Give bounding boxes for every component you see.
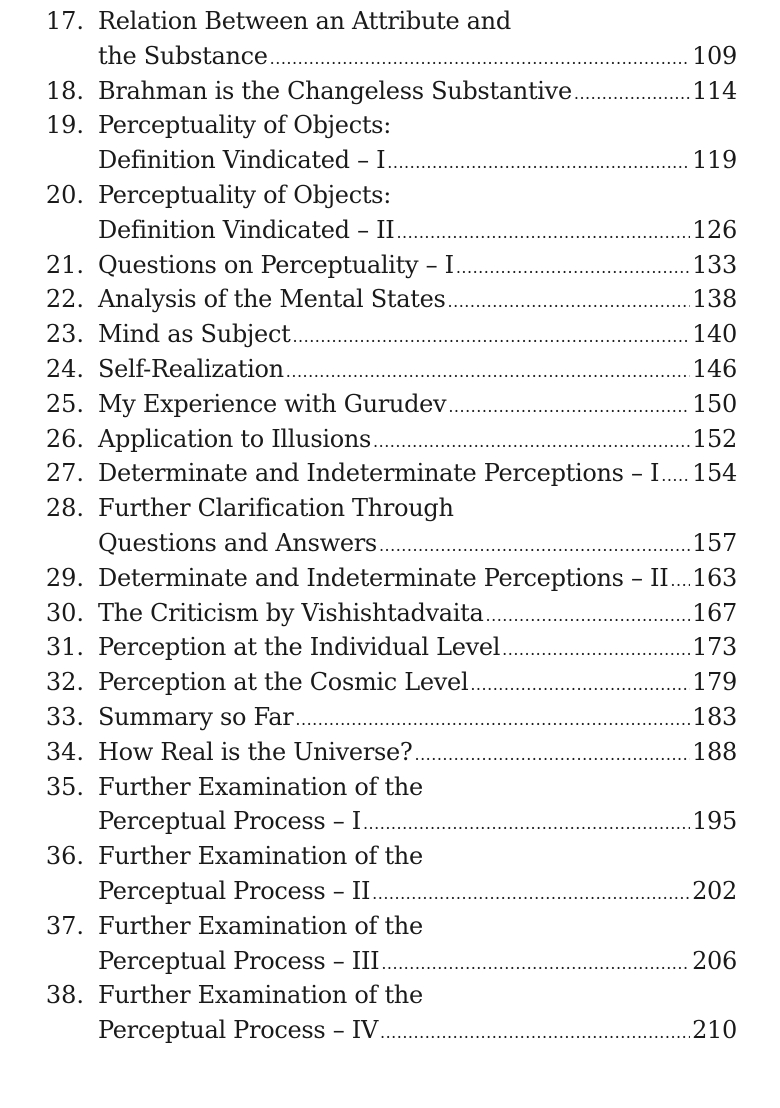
dot-leader xyxy=(502,633,690,668)
chapter-number: 30. xyxy=(45,598,84,627)
toc-entry xyxy=(0,282,780,317)
chapter-title: Questions on Perceptuality – I xyxy=(98,250,454,279)
toc-entry xyxy=(0,596,780,631)
dot-leader xyxy=(574,77,690,112)
dot-leader xyxy=(295,703,690,738)
toc-entry xyxy=(0,74,780,109)
toc-entry xyxy=(0,978,780,1048)
toc-entry xyxy=(0,491,780,561)
toc-entry xyxy=(0,665,780,700)
dot-leader xyxy=(379,529,690,564)
chapter-number: 24. xyxy=(45,354,84,383)
dot-leader xyxy=(396,216,690,251)
toc-entry xyxy=(0,909,780,979)
toc-line xyxy=(98,282,737,317)
chapter-title: Questions and Answers xyxy=(98,528,377,557)
toc-line xyxy=(98,839,737,874)
chapter-title: Perceptual Process – IV xyxy=(98,1016,378,1045)
chapter-title: Perceptual Process – III xyxy=(98,946,380,975)
toc-line xyxy=(98,387,737,422)
page-number: 188 xyxy=(692,737,737,766)
toc-line xyxy=(98,39,737,74)
chapter-title: Perceptual Process – I xyxy=(98,807,361,836)
chapter-number: 26. xyxy=(45,424,84,453)
page-number: 152 xyxy=(692,424,737,453)
page-number: 163 xyxy=(692,563,737,592)
chapter-title: Brahman is the Changeless Substantive xyxy=(98,76,572,105)
dot-leader xyxy=(363,807,690,842)
chapter-title: The Criticism by Vishishtadvaita xyxy=(98,598,484,627)
page-number: 109 xyxy=(692,41,737,70)
chapter-number: 35. xyxy=(45,772,84,801)
dot-leader xyxy=(486,599,691,634)
chapter-title: How Real is the Universe? xyxy=(98,737,413,766)
chapter-title: Relation Between an Attribute and xyxy=(98,7,511,35)
dot-leader xyxy=(292,320,690,355)
toc-entry xyxy=(0,317,780,352)
toc-line xyxy=(98,456,737,491)
page-number: 157 xyxy=(692,528,737,557)
chapter-title: Further Examination of the xyxy=(98,911,423,940)
chapter-title: Perceptual Process – II xyxy=(98,876,371,905)
toc-line xyxy=(98,804,737,839)
page-number: 183 xyxy=(692,702,737,731)
toc-line xyxy=(98,248,737,283)
toc-entry xyxy=(0,770,780,840)
page-number: 138 xyxy=(692,285,737,314)
chapter-title: Application to Illusions xyxy=(98,424,372,453)
toc-entry xyxy=(0,4,780,74)
toc-line xyxy=(98,108,737,143)
page-number: 210 xyxy=(692,1016,737,1045)
toc-line xyxy=(98,909,737,944)
toc-line xyxy=(98,596,737,631)
toc-line xyxy=(98,491,737,526)
toc-entry xyxy=(0,352,780,387)
toc-line xyxy=(98,630,737,665)
chapter-number: 33. xyxy=(45,702,84,731)
page-number: 195 xyxy=(692,807,737,836)
toc-entry xyxy=(0,735,780,770)
dot-leader xyxy=(470,668,690,703)
chapter-number: 20. xyxy=(45,180,84,209)
page-number: 173 xyxy=(692,633,737,662)
toc-line xyxy=(98,317,737,352)
chapter-number: 28. xyxy=(45,494,84,523)
chapter-title: My Experience with Gurudev xyxy=(98,389,447,418)
chapter-number: 22. xyxy=(45,285,84,314)
page-number: 119 xyxy=(692,146,737,175)
dot-leader xyxy=(670,564,690,599)
chapter-title: Further Examination of the xyxy=(98,772,423,801)
toc-line xyxy=(98,874,737,909)
toc-line xyxy=(98,735,737,770)
page-number: 206 xyxy=(692,946,737,975)
chapter-title: Determinate and Indeterminate Perceptions – I xyxy=(98,459,660,488)
dot-leader xyxy=(661,459,690,494)
chapter-title: Further Clarification Through xyxy=(98,494,454,523)
page-number: 146 xyxy=(692,354,737,383)
dot-leader xyxy=(286,355,690,390)
page-number: 114 xyxy=(692,76,737,105)
page-number: 150 xyxy=(692,389,737,418)
chapter-number: 31. xyxy=(45,633,84,662)
toc-entry xyxy=(0,630,780,665)
dot-leader xyxy=(373,425,690,460)
toc-line xyxy=(98,561,737,596)
chapter-title: Perception at the Individual Level xyxy=(98,633,501,662)
dot-leader xyxy=(448,285,691,320)
toc-line xyxy=(98,978,737,1013)
toc-entry xyxy=(0,561,780,596)
dot-leader xyxy=(380,1016,690,1051)
chapter-number: 36. xyxy=(45,842,84,871)
dot-leader xyxy=(381,947,690,982)
toc-line xyxy=(98,1013,737,1048)
chapter-title: the Substance xyxy=(98,41,268,70)
chapter-number: 38. xyxy=(45,981,84,1010)
chapter-number: 34. xyxy=(45,737,84,766)
toc-entry xyxy=(0,839,780,909)
toc-entry xyxy=(0,178,780,248)
chapter-number: 25. xyxy=(45,389,84,418)
toc-line xyxy=(98,422,737,457)
dot-leader xyxy=(372,877,690,912)
chapter-title: Perceptuality of Objects: xyxy=(98,111,391,140)
toc-line xyxy=(98,700,737,735)
chapter-number: 32. xyxy=(45,668,84,697)
dot-leader xyxy=(387,146,690,181)
page-number: 126 xyxy=(692,215,737,244)
chapter-number: 37. xyxy=(45,911,84,940)
chapter-number: 21. xyxy=(45,250,84,279)
toc-line xyxy=(98,143,737,178)
dot-leader xyxy=(448,390,690,425)
toc-entry xyxy=(0,108,780,178)
chapter-title: Definition Vindicated – II xyxy=(98,215,395,244)
chapter-title: Perceptuality of Objects: xyxy=(98,180,391,209)
toc-line xyxy=(98,178,737,213)
toc-entry xyxy=(0,456,780,491)
chapter-number: 23. xyxy=(45,320,84,349)
dot-leader xyxy=(414,738,690,773)
table-of-contents xyxy=(0,4,780,1048)
dot-leader xyxy=(456,251,690,286)
chapter-title: Analysis of the Mental States xyxy=(98,285,446,314)
toc-line xyxy=(98,74,737,109)
chapter-title: Further Examination of the xyxy=(98,981,423,1010)
page-number: 202 xyxy=(692,876,737,905)
toc-line xyxy=(98,213,737,248)
page-number: 140 xyxy=(692,320,737,349)
chapter-title: Definition Vindicated – I xyxy=(98,146,386,175)
chapter-title: Perception at the Cosmic Level xyxy=(98,668,469,697)
toc-line xyxy=(98,665,737,700)
dot-leader xyxy=(270,42,690,77)
toc-entry xyxy=(0,248,780,283)
toc-entry xyxy=(0,700,780,735)
toc-line xyxy=(98,526,737,561)
toc-line xyxy=(98,944,737,979)
chapter-number: 19. xyxy=(45,111,84,140)
toc-entry xyxy=(0,422,780,457)
chapter-number: 18. xyxy=(45,76,84,105)
page-number: 167 xyxy=(692,598,737,627)
chapter-title: Self-Realization xyxy=(98,354,284,383)
page-number: 179 xyxy=(692,668,737,697)
chapter-title: Mind as Subject xyxy=(98,320,291,349)
toc-line xyxy=(98,770,737,805)
chapter-number: 17. xyxy=(45,7,84,35)
chapter-number: 27. xyxy=(45,459,84,488)
chapter-title: Further Examination of the xyxy=(98,842,423,871)
chapter-title: Determinate and Indeterminate Perceptions – II xyxy=(98,563,669,592)
toc-line xyxy=(98,352,737,387)
toc-entry xyxy=(0,387,780,422)
page-number: 154 xyxy=(692,459,737,488)
page-number: 133 xyxy=(692,250,737,279)
chapter-number: 29. xyxy=(45,563,84,592)
chapter-title: Summary so Far xyxy=(98,702,294,731)
toc-line xyxy=(98,4,737,39)
